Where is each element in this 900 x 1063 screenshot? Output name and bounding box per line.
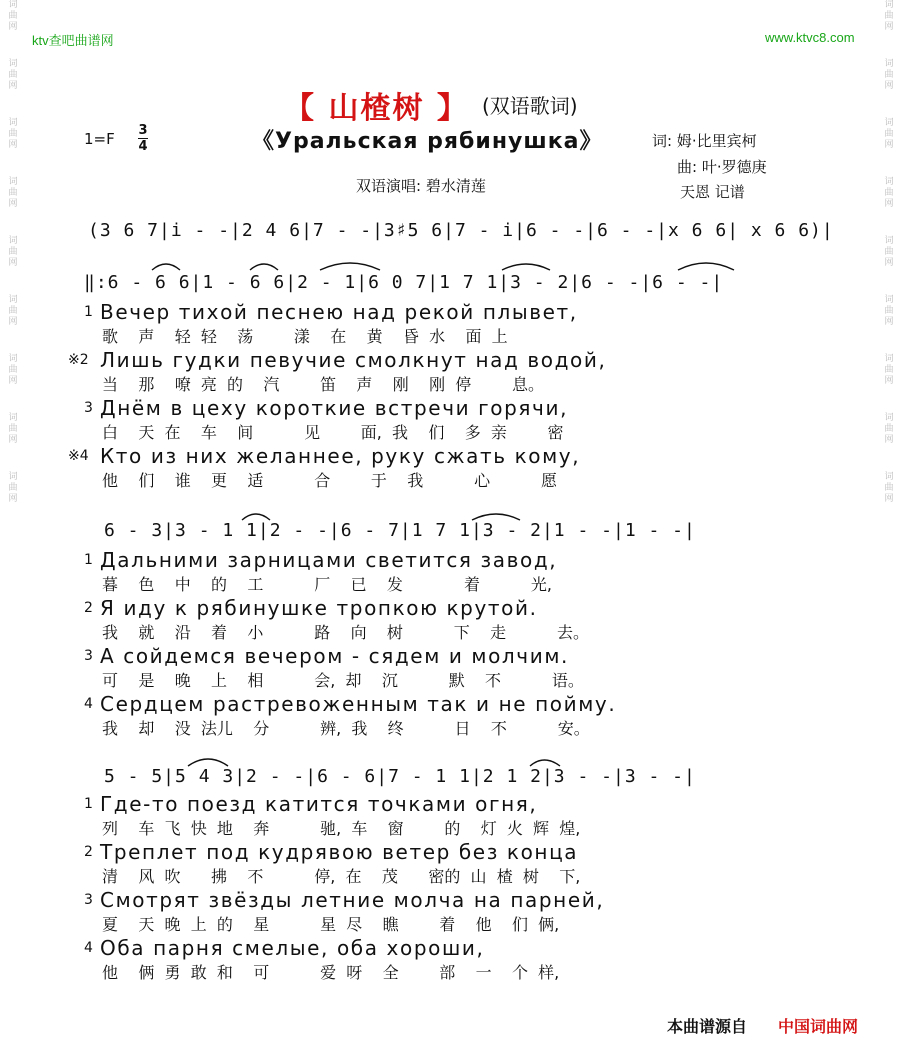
verse-number: 3 [84,400,93,416]
notation-line-3: 5 - 5|5 4 3|2 - -|6 - 6|7 - 1 1|2 1 2|3 - -|3 - -| [104,766,696,787]
slur-marks-2 [240,506,660,526]
chinese-lyric-line: 清 风 吹 拂 不 停, 在 茂 密的 山 楂 树 下, [102,867,581,886]
verse-number: 2 [84,844,93,860]
notation-line-2: 6 - 3|3 - 1 1|2 - -|6 - 7|1 7 1|3 - 2|1 - -|1 - -| [104,520,696,541]
song-title: 【 山楂树 】 [284,91,469,126]
watermark-text: 词 曲 网 [8,413,18,445]
russian-lyric-line: Дальними зарницами светится завод, [100,548,558,572]
notation-line-1: ‖:6 - 6 6|1 - 6 6|2 - 1|6 0 7|1 7 1|3 - 2|6 - -|6 - -| [84,272,724,293]
chinese-lyric-line: 他 们 谁 更 适 合 于 我 心 愿 [102,471,557,490]
left-site-name[interactable]: ktv查吧曲谱网 [32,33,114,48]
chinese-lyric-line: 列 车 飞 快 地 奔 驰, 车 窗 的 灯 火 辉 煌, [102,819,581,838]
verse-number: 1 [84,304,93,320]
russian-lyric-line: Где-то поезд катится точками огня, [100,792,538,816]
russian-lyric-line: Оба парня смелые, оба хороши, [100,936,485,960]
russian-lyric-line: Кто из них желаннее, руку сжать кому, [100,444,581,468]
watermark-text: 词 曲 网 [8,118,18,150]
watermark-text: 词 曲 网 [884,0,894,32]
watermark-right [882,0,896,531]
watermark-text: 词 曲 网 [8,0,18,32]
chinese-lyric-line: 白 天 在 车 间 见 面, 我 们 多 亲 密 [102,423,564,442]
watermark-text: 词 曲 网 [8,295,18,327]
verse-number: 4 [84,940,93,956]
russian-lyric-line: Я иду к рябинушке тропкою крутой. [100,596,538,620]
chinese-lyric-line: 我 就 沿 着 小 路 向 树 下 走 去。 [102,623,589,642]
watermark-text: 词 曲 网 [884,472,894,504]
verse-number: 1 [84,796,93,812]
chinese-lyric-line: 可 是 晚 上 相 会, 却 沉 默 不 语。 [102,671,584,690]
chinese-lyric-line: 暮 色 中 的 工 厂 已 发 着 光, [102,575,552,594]
russian-lyric-line: Лишь гудки певучие смолкнут над водой, [100,348,607,372]
russian-lyric-line: А сойдемся вечером - сядем и молчим. [100,644,569,668]
song-subtitle: (双语歌词) [482,94,578,118]
russian-lyric-line: Треплет под кудрявою ветер без конца [100,840,579,864]
russian-lyric-line: Днём в цеху короткие встречи горячи, [100,396,569,420]
watermark-text: 词 曲 网 [8,354,18,386]
watermark-text: 词 曲 网 [884,413,894,445]
verse-number: ※4 [68,448,89,464]
verse-number: 2 [84,600,93,616]
chinese-lyric-line: 他 俩 勇 敢 和 可 爱 呀 全 部 一 个 样, [102,963,560,982]
watermark-text: 词 曲 网 [884,236,894,268]
watermark-text: 词 曲 网 [8,177,18,209]
lyricist-credit: 词: 姆·比里宾柯 [652,132,757,150]
time-signature: 3 4 [138,123,148,154]
watermark-text: 词 曲 网 [884,118,894,150]
verse-number: 3 [84,648,93,664]
verse-number: 1 [84,552,93,568]
watermark-text: 词 曲 网 [8,236,18,268]
watermark-text: 词 曲 网 [8,472,18,504]
chinese-lyric-line: 歌 声 轻 轻 荡 漾 在 黄 昏 水 面 上 [102,327,508,346]
russian-lyric-line: Вечер тихой песнею над рекой плывет, [100,300,578,324]
intro-notation: (3 6 7|i - -|2 4 6|7 - -|3♯5 6|7 - i|6 - -|6 - -|x 6 6| x 6 6)| [88,220,834,241]
watermark-left [6,0,20,531]
verse-number: 4 [84,696,93,712]
watermark-text: 词 曲 网 [8,59,18,91]
slur-marks-1 [150,256,790,276]
chinese-lyric-line: 夏 天 晚 上 的 星 星 尽 瞧 着 他 们 俩, [102,915,560,934]
transcriber-credit: 天恩 记谱 [680,183,745,201]
watermark-text: 词 曲 网 [884,295,894,327]
right-site-url[interactable]: www.ktvc8.com [765,30,855,45]
slur-marks-3 [182,752,582,772]
composer-credit: 曲: 叶·罗德庚 [677,158,767,176]
source-label: 本曲谱源自 [667,1017,748,1036]
verse-number: 3 [84,892,93,908]
watermark-text: 词 曲 网 [884,177,894,209]
verse-number: ※2 [68,352,89,368]
brand-link[interactable]: 中国词曲网 [778,1017,859,1036]
singer-credit: 双语演唱: 碧水清莲 [356,177,486,195]
chinese-lyric-line: 我 却 没 法儿 分 辨, 我 终 日 不 安。 [102,719,590,738]
key-signature: 1=F [84,130,115,148]
russian-lyric-line: Смотрят звёзды летние молча на парней, [100,888,605,912]
chinese-lyric-line: 当 那 嘹 亮 的 汽 笛 声 刚 刚 停 息。 [102,375,544,394]
russian-lyric-line: Сердцем растревоженным так и не пойму. [100,692,617,716]
watermark-text: 词 曲 网 [884,59,894,91]
russian-title: 《Уральская рябинушка》 [252,129,603,154]
watermark-text: 词 曲 网 [884,354,894,386]
